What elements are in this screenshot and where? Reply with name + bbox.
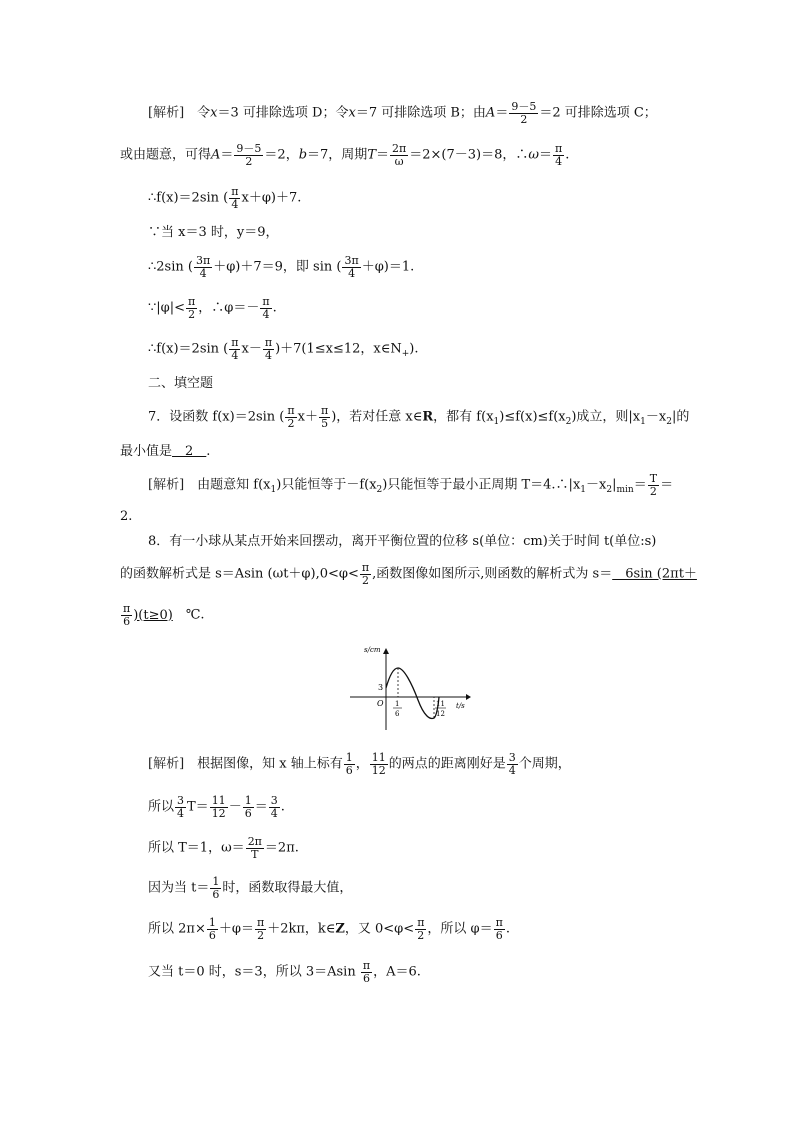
q8-line3: $\frac{\pi}{6}$ )(t≥0) ℃. [120, 603, 205, 627]
fraction: $\frac{\pi}{4}$ [231, 336, 239, 362]
fraction: $\frac{11}{12}$ [211, 794, 226, 820]
fraction: $\frac{\pi}{4}$ [231, 185, 239, 211]
y-axis-arrow [383, 648, 389, 654]
fraction: $\frac{2\pi}{T}$ [247, 835, 262, 861]
s6-line7: ∴f(x)＝2sin ( $\frac{\pi}{4}$ x－ $\frac{\pi}{4}$ )＋7(1≤x≤12，$x\in N_+$). [148, 336, 419, 362]
fraction: $\frac{\pi}{4}$ [264, 336, 273, 362]
fraction: $\frac{3}{4}$ [177, 794, 185, 820]
q8-line2: 的函数解析式是 s＝Asin (ωt＋φ),0<φ< $\frac{\pi}{2}$ ,函数图像如图所示,则函数的解析式为 s＝ 6sin (2πt＋ [120, 561, 697, 587]
x-tick-1-den: 6 [395, 710, 400, 718]
fraction: $\frac{\pi}{2}$ [287, 404, 295, 430]
fraction: $\frac{\pi}{4}$ [262, 295, 270, 321]
fraction: $\frac{1}{6}$ [212, 875, 220, 901]
sine-curve [386, 668, 439, 718]
q8-solution-line2: 所以 $\frac{3}{4}$ T＝ $\frac{11}{12}$ － $\frac{1}{6}$ ＝ $\frac{3}{4}$ . [148, 794, 285, 820]
fraction: $\frac{\pi}{2}$ [361, 561, 370, 587]
q8-solution-line1: [解析] 根据图像，知 x 轴上标有 $\frac{1}{6}$ ， $\frac{11}{12}$ 的两点的距离刚好是 $\frac{3}{4}$ 个周期， [148, 751, 571, 777]
q8-solution-line3: 所以 T＝1，ω＝ $\frac{2\pi}{T}$ ＝2π. [148, 835, 299, 861]
fraction: $\frac{\pi}{6}$ [123, 602, 131, 628]
s6-line3: ∴f(x)＝2sin ( $\frac{\pi}{4}$ x＋φ)＋7. [148, 185, 302, 211]
q8-solution-line6: 又当 t＝0 时，s＝3，所以 3＝Asin $\frac{\pi}{6}$ ，A＝6. [148, 959, 421, 985]
fraction: $\frac{1}{6}$ [345, 751, 353, 777]
q8-line1: 8．有一小球从某点开始来回摆动，离开平衡位置的位移 s(单位：cm)关于时间 t(单位:s) [148, 534, 657, 549]
analysis-tag: [解析] [148, 756, 185, 772]
fraction: $\frac{9-5}{2}$ [511, 100, 537, 126]
x-axis-arrow [466, 694, 471, 700]
answer-blank-continued: $\frac{\pi}{6}$ )(t≥0) [123, 602, 173, 628]
fraction: $\frac{3\pi}{4}$ [195, 254, 211, 280]
fraction: $\frac{\pi}{6}$ [362, 959, 371, 985]
fraction: $\frac{1}{6}$ [208, 916, 216, 942]
answer-blank: 6sin (2πt＋ [612, 566, 697, 582]
fraction: $\frac{9-5}{2}$ [236, 142, 262, 168]
s6-line6: ∵|φ|< $\frac{\pi}{2}$ ，∴φ＝－ $\frac{\pi}{4}$ . [148, 295, 277, 321]
s6-line1: [解析] 令x＝3 可排除选项 D；令x＝7 可排除选项 B；由A＝ $\frac{9-5}{2}$ ＝2 可排除选项 C； [148, 100, 657, 126]
fraction: $\frac{\pi}{2}$ [256, 916, 265, 942]
section-heading: 二、填空题 [148, 376, 214, 391]
q7-solution-line2: 2. [120, 509, 133, 524]
sine-graph [330, 640, 480, 732]
s6-line2: 或由题意，可得A＝ $\frac{9-5}{2}$ ＝2，b＝7，周期T＝ $\frac{2\pi}{\omega}$ ＝2×(7－3)＝8，∴ω＝ $\frac{\pi}{4}$ . [120, 142, 570, 168]
fraction: $\frac{3}{4}$ [508, 751, 516, 777]
fraction: $\frac{3}{4}$ [270, 794, 278, 820]
origin-label: O [377, 699, 384, 708]
s6-line5: ∴2sin ( $\frac{3\pi}{4}$ ＋φ)＋7＝9，即 sin ( $\frac{3\pi}{4}$ ＋φ)＝1. [148, 254, 415, 280]
q8-solution-line4: 因为当 t＝ $\frac{1}{6}$ 时，函数取得最大值， [148, 875, 353, 901]
fraction: $\frac{\pi}{5}$ [320, 404, 329, 430]
q7-line1: 7．设函数 f(x)＝2sin ( $\frac{\pi}{2}$ x＋ $\frac{\pi}{5}$ )，若对任意 x∈R，都有 $f(x_1)\le f(x)\le f(x_2)$成立，则$|x_1-x_2|$的 [148, 404, 690, 430]
answer-blank: 2 [172, 444, 207, 459]
q7-solution-line1: [解析] 由题意知 $f(x_1)$只能恒等于$-f(x_2)$只能恒等于最小正周期 $T=4.\therefore|x_1-x_2|_{min}=$ $\frac{T}{2}$ ＝ [148, 472, 674, 498]
x-tick-2-num: 11 [436, 700, 445, 708]
q7-line2: 最小值是 2 . [120, 444, 211, 459]
fraction: $\frac{3\pi}{4}$ [344, 254, 359, 280]
y-tick-label: 3 [378, 683, 384, 692]
analysis-tag: [解析] [148, 105, 185, 121]
fraction: $\frac{2\pi}{\omega}$ [392, 142, 407, 168]
x-tick-1-num: 1 [395, 700, 400, 708]
fraction: $\frac{T}{2}$ [649, 472, 658, 498]
fraction: $\frac{\pi}{2}$ [188, 295, 196, 321]
x-tick-2-den: 12 [436, 710, 445, 718]
y-axis-label: s/cm [364, 646, 381, 654]
q8-solution-line5: 所以 2π× $\frac{1}{6}$ ＋φ＝ $\frac{\pi}{2}$ ＋2kπ，k∈Z，又 0<φ< $\frac{\pi}{2}$ ，所以 φ＝ $\frac{\pi}{6}$ . [148, 916, 511, 942]
fraction: $\frac{\pi}{4}$ [554, 142, 563, 168]
s6-line4: ∵当 x＝3 时，y＝9， [148, 225, 279, 240]
fraction: $\frac{1}{6}$ [244, 794, 252, 820]
x-axis-label: t/s [456, 702, 465, 710]
fraction: $\frac{\pi}{2}$ [417, 916, 425, 942]
analysis-tag: [解析] [148, 477, 185, 493]
fraction: $\frac{11}{12}$ [371, 751, 386, 777]
fraction: $\frac{\pi}{6}$ [495, 916, 503, 942]
